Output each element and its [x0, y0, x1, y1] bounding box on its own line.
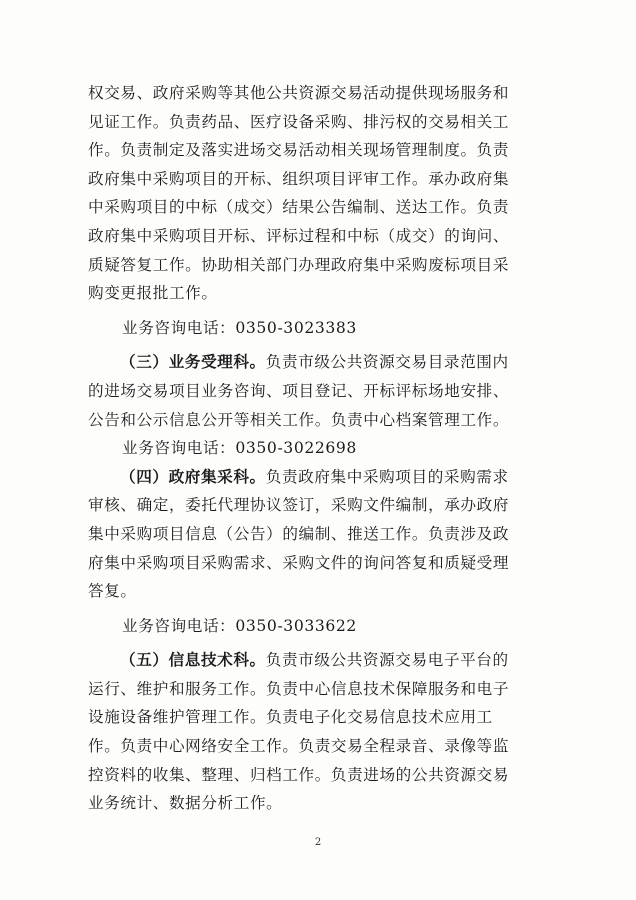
- text-line: 见证工作。负责药品、医疗设备采购、排污权的交易相关工: [88, 112, 510, 131]
- section-first-line: [88, 348, 543, 377]
- section-business-acceptance: [88, 348, 543, 434]
- text-line: 业务统计、数据分析工作。: [88, 794, 283, 813]
- text-line: 运行、维护和服务工作。负责中心信息技术保障服务和电子: [88, 679, 510, 698]
- text-line: 购变更报批工作。: [88, 284, 218, 303]
- section-heading: （三）业务受理科。: [120, 352, 266, 372]
- section-first-line: [88, 646, 543, 675]
- text-line: 集中采购项目信息（公告）的编制、推送工作。负责涉及政: [88, 524, 510, 543]
- section-heading: （五）信息技术科。: [120, 650, 266, 670]
- section-text: 负责市级公共资源交易目录范围内: [265, 353, 509, 372]
- section-text: 负责市级公共资源交易电子平台的: [265, 651, 509, 670]
- section-government-procurement: [88, 463, 543, 606]
- section-heading: （四）政府集采科。: [120, 466, 266, 486]
- consult-phone-line: 业务咨询电话：0350-3033622: [122, 616, 357, 635]
- text-line: 公告和公示信息公开等相关工作。负责中心档案管理工作。: [88, 410, 510, 429]
- text-line: 答复。: [88, 582, 137, 601]
- text-line: 设施设备维护管理工作。负责电子化交易信息技术应用工: [88, 708, 493, 727]
- section-first-line: [88, 463, 543, 492]
- text-line: 权交易、政府采购等其他公共资源交易活动提供现场服务和: [88, 84, 510, 102]
- text-line: 审核、确定，委托代理协议签订，采购文件编制，承办政府: [88, 496, 510, 515]
- section-information-technology: [88, 646, 543, 818]
- section-text: 负责政府集中采购项目的采购需求: [265, 467, 509, 486]
- text-line: 作。负责制定及落实进场交易活动相关现场管理制度。负责: [88, 141, 510, 160]
- text-line: 政府集中采购项目的开标、组织项目评审工作。承办政府集: [88, 169, 510, 188]
- consult-phone-line: 业务咨询电话：0350-3022698: [122, 439, 357, 458]
- consult-phone-line: 业务咨询电话：0350-3023383: [122, 318, 357, 337]
- text-line: 政府集中采购项目开标、评标过程和中标（成交）的询问、: [88, 226, 510, 245]
- text-line: 质疑答复工作。协助相关部门办理政府集中采购废标项目采: [88, 255, 510, 274]
- document-body: [88, 79, 543, 818]
- page-number: 2: [314, 837, 322, 848]
- text-line: 控资料的收集、整理、归档工作。负责进场的公共资源交易: [88, 765, 510, 784]
- text-line: 中采购项目的中标（成交）结果公告编制、送达工作。负责: [88, 198, 510, 217]
- text-line: 府集中采购项目采购需求、采购文件的询问答复和质疑受理: [88, 553, 510, 572]
- text-line: 的进场交易项目业务咨询、项目登记、开标评标场地安排、: [88, 381, 510, 400]
- paragraph-continuation: [88, 79, 543, 308]
- text-line: 作。负责中心网络安全工作。负责交易全程录音、录像等监: [88, 737, 510, 756]
